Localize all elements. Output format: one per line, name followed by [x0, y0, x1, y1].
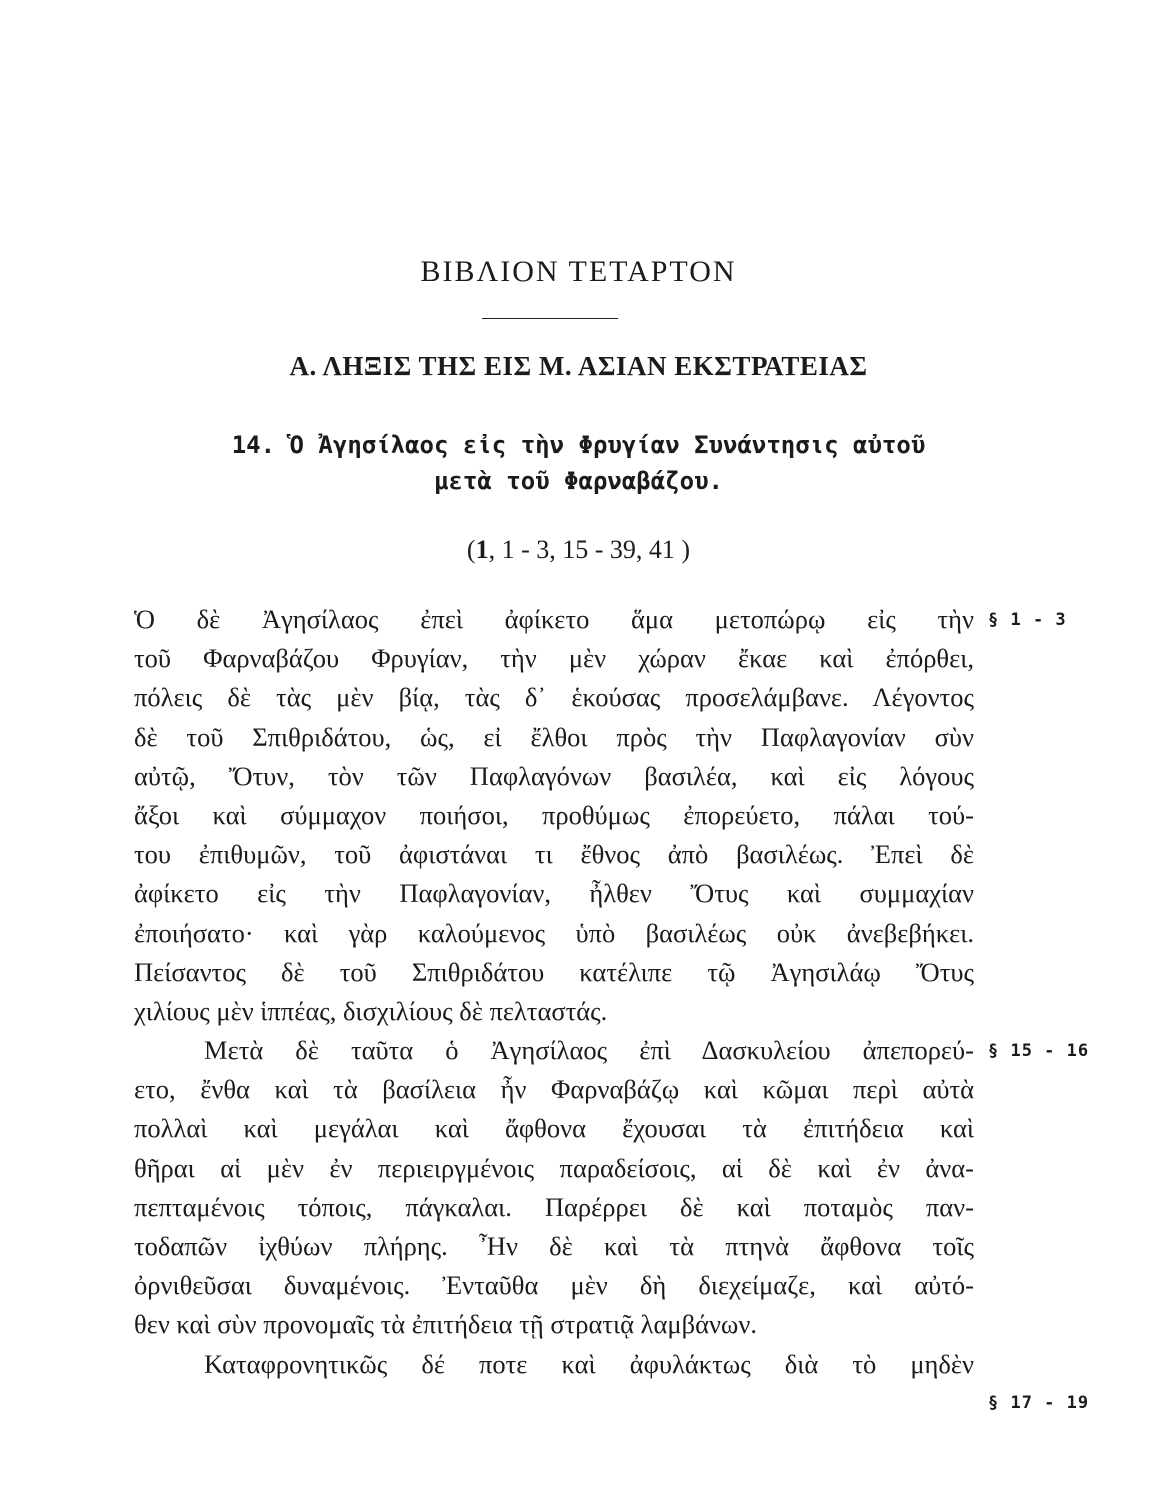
section-title: Α. ΛΗΞΙΣ ΤΗΣ ΕΙΣ Μ. ΑΣΙΑΝ ΕΚΣΤΡΑΤΕΙΑΣ: [289, 351, 868, 381]
source-reference: [0, 535, 1157, 565]
chapter-heading-line-1: 14. Ὁ Ἀγησίλαος εἰς τὴν Φρυγίαν Συνάντησις αὐτοῦ: [231, 431, 926, 459]
reference-book: 1: [475, 535, 489, 564]
chapter-heading-line-2: μετὰ τοῦ Φαρναβάζου.: [434, 467, 723, 495]
text-line: δὲ τοῦ Σπιθριδάτου, ὡς, εἰ ἔλθοι πρὸς τὴν Παφλαγονίαν σὺν: [134, 721, 974, 752]
text-line: ὀρνιθεῦσαι δυναμένοις. Ἐνταῦθα μὲν δὴ διεχείμαζε, καὶ αὐτό-: [134, 1270, 974, 1301]
margin-reference: § 17 - 19: [988, 1393, 1090, 1413]
text-line: πόλεις δὲ τὰς μὲν βίᾳ, τὰς δ᾽ ἑκούσας προσελάμβανε. Λέγοντος: [134, 682, 974, 713]
text-line: Μετὰ δὲ ταῦτα ὁ Ἀγησίλαος ἐπὶ Δασκυλείου ἀπεπορεύ-: [204, 1035, 974, 1066]
body-text: [134, 600, 974, 1384]
text-line: ἀφίκετο εἰς τὴν Παφλαγονίαν, ἦλθεν Ὄτυς καὶ συμμαχίαν: [134, 878, 974, 909]
text-line: ἐποιήσατο· καὶ γὰρ καλούμενος ὑπὸ βασιλέως οὐκ ἀνεβεβήκει.: [134, 917, 974, 948]
text-line: ετο, ἔνθα καὶ τὰ βασίλεια ἦν Φαρναβάζῳ καὶ κῶμαι περὶ αὐτὰ: [134, 1074, 974, 1105]
text-line: πεπταμένοις τόποις, πάγκαλαι. Παρέρρει δὲ καὶ ποταμὸς παν-: [134, 1191, 974, 1222]
text-line: ἄξοι καὶ σύμμαχον ποιήσοι, προθύμως ἐπορεύετο, πάλαι τού-: [134, 799, 974, 830]
text-line: Ὁ δὲ Ἀγησίλαος ἐπεὶ ἀφίκετο ἅμα μετοπώρῳ εἰς τὴν: [134, 604, 974, 634]
text-line: αὐτῷ, Ὄτυν, τὸν τῶν Παφλαγόνων βασιλέα, καὶ εἰς λόγους: [134, 760, 974, 791]
text-line: του ἐπιθυμῶν, τοῦ ἀφιστάναι τι ἔθνος ἀπὸ βασιλέως. Ἐπεὶ δὲ: [134, 839, 974, 870]
margin-reference: § 15 - 16: [988, 1041, 1090, 1061]
text-line: τοῦ Φαρναβάζου Φρυγίαν, τὴν μὲν χώραν ἔκαε καὶ ἐπόρθει,: [134, 643, 974, 674]
text-line: Καταφρονητικῶς δέ ποτε καὶ ἀφυλάκτως διὰ τὸ μηδὲν: [204, 1348, 974, 1379]
book-title: ΒΙΒΛΙΟΝ ΤΕΤΑΡΤΟΝ: [420, 255, 737, 288]
text-line: θῆραι αἱ μὲν ἐν περιειργμένοις παραδείσοις, αἱ δὲ καὶ ἐν ἀνα-: [134, 1152, 974, 1183]
chapter-heading: [0, 427, 1157, 499]
reference-open: (: [466, 535, 476, 564]
reference-sections: , 1 - 3, 15 - 39, 41 ): [488, 535, 691, 564]
text-line: χιλίους μὲν ἱππέας, δισχιλίους δὲ πελταστάς.: [134, 995, 608, 1026]
text-line: πολλαὶ καὶ μεγάλαι καὶ ἄφθονα ἔχουσαι τὰ ἐπιτήδεια καὶ: [134, 1113, 974, 1144]
title-divider: [482, 318, 618, 319]
text-line: Πείσαντος δὲ τοῦ Σπιθριδάτου κατέλιπε τῷ Ἀγησιλάῳ Ὄτυς: [134, 956, 974, 987]
margin-reference: § 1 - 3: [988, 610, 1067, 630]
text-line: θεν καὶ σὺν προνομαῖς τὰ ἐπιτήδεια τῇ στρατιᾷ λαμβάνων.: [134, 1309, 757, 1340]
text-line: τοδαπῶν ἰχθύων πλήρης. Ἦν δὲ καὶ τὰ πτηνὰ ἄφθονα τοῖς: [134, 1231, 974, 1261]
